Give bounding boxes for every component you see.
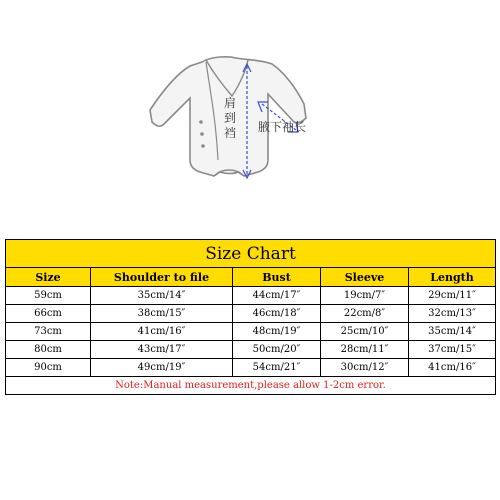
- table-cell: 28cm/11″: [321, 341, 409, 359]
- table-cell: 41cm/16″: [409, 359, 496, 377]
- table-cell: 80cm: [6, 341, 91, 359]
- snap-dot: [200, 132, 204, 136]
- table-cell: 22cm/8″: [321, 305, 409, 323]
- table-row: [6, 305, 496, 323]
- table-cell: 66cm: [6, 305, 91, 323]
- table-cell: 30cm/12″: [321, 359, 409, 377]
- table-cell: 25cm/10″: [321, 323, 409, 341]
- table-title: Size Chart: [6, 240, 496, 268]
- column-header: Length: [409, 268, 496, 287]
- table-cell: 43cm/17″: [91, 341, 233, 359]
- table-cell: 48cm/19″: [233, 323, 321, 341]
- snap-dot: [201, 144, 205, 148]
- vertical-label-char: 裆: [223, 126, 236, 140]
- onesie-illustration: [0, 0, 500, 235]
- table-cell: 35cm/14″: [409, 323, 496, 341]
- sleeve-measure-label: 腋下袖长: [258, 120, 307, 134]
- title-row: [6, 240, 496, 268]
- table-row: [6, 323, 496, 341]
- table-cell: 90cm: [6, 359, 91, 377]
- table-cell: 50cm/20″: [233, 341, 321, 359]
- table-row: [6, 341, 496, 359]
- column-header: Shoulder to file: [91, 268, 233, 287]
- table-row: [6, 359, 496, 377]
- garment-diagram: [0, 0, 500, 235]
- measurement-note: Note:Manual measurement,please allow 1-2cm error.: [6, 377, 496, 395]
- header-row: [6, 268, 496, 287]
- column-header: Size: [6, 268, 91, 287]
- vertical-label-char: 肩: [223, 96, 236, 110]
- table-cell: 59cm: [6, 287, 91, 305]
- table-cell: 19cm/7″: [321, 287, 409, 305]
- table-cell: 73cm: [6, 323, 91, 341]
- column-header: Sleeve: [321, 268, 409, 287]
- table-row: [6, 287, 496, 305]
- vertical-label-char: 到: [223, 111, 236, 125]
- table-cell: 54cm/21″: [233, 359, 321, 377]
- table-cell: 41cm/16″: [91, 323, 233, 341]
- table-cell: 38cm/15″: [91, 305, 233, 323]
- size-chart-table: [5, 239, 496, 395]
- vertical-measure-label: [222, 96, 238, 141]
- snap-dot: [199, 120, 203, 124]
- table-cell: 37cm/15″: [409, 341, 496, 359]
- note-row: [6, 377, 496, 395]
- table-cell: 49cm/19″: [91, 359, 233, 377]
- table-cell: 32cm/13″: [409, 305, 496, 323]
- table-cell: 46cm/18″: [233, 305, 321, 323]
- table-cell: 29cm/11″: [409, 287, 496, 305]
- table-cell: 44cm/17″: [233, 287, 321, 305]
- table-cell: 35cm/14″: [91, 287, 233, 305]
- column-header: Bust: [233, 268, 321, 287]
